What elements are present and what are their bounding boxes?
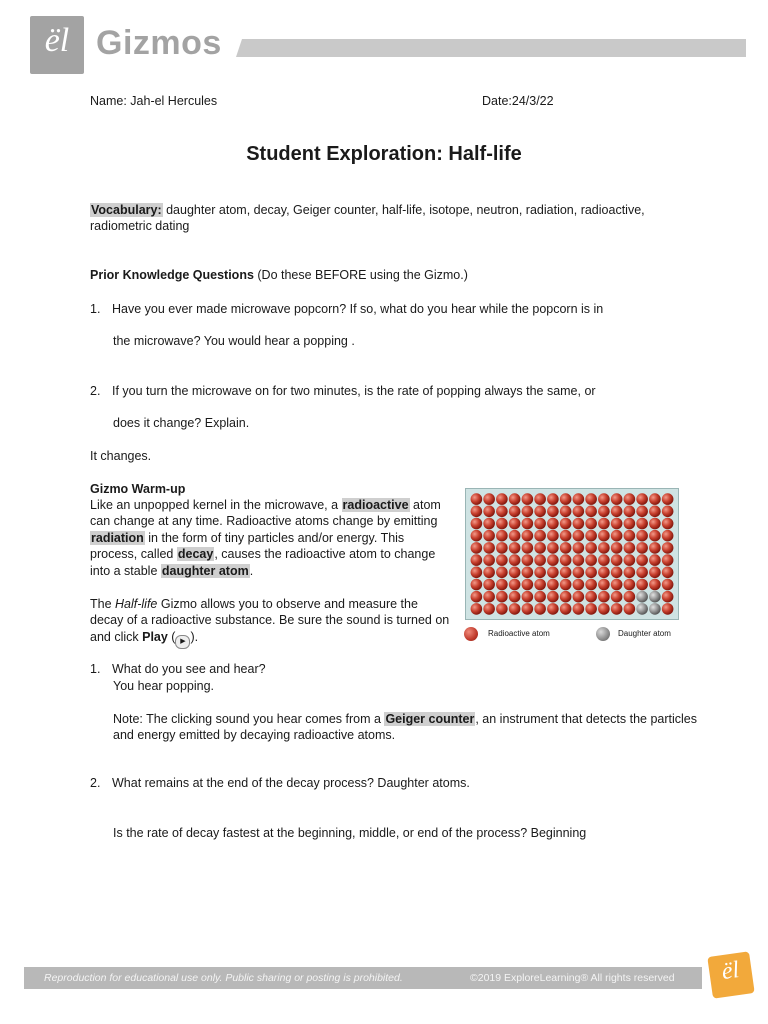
radioactive-atom <box>496 554 508 566</box>
radioactive-atom <box>471 506 483 518</box>
warmup-question-1-answer: You hear popping. <box>113 679 215 693</box>
radioactive-atom <box>471 493 483 505</box>
radioactive-atom <box>534 542 546 554</box>
radioactive-atom <box>560 530 572 542</box>
radioactive-atom <box>573 554 585 566</box>
radioactive-atom <box>573 506 585 518</box>
question-number: 2. <box>90 384 101 398</box>
radioactive-atom <box>585 542 597 554</box>
text: Note: The clicking sound you hear comes from a <box>113 712 385 726</box>
term-geiger-counter: Geiger counter <box>385 712 475 726</box>
radioactive-atom <box>624 493 636 505</box>
radioactive-atom <box>534 579 546 591</box>
radioactive-atom <box>509 518 521 530</box>
radioactive-atom <box>624 554 636 566</box>
radioactive-atom <box>662 506 674 518</box>
radioactive-atom <box>598 567 610 579</box>
radioactive-atom <box>547 493 559 505</box>
radioactive-atom <box>649 493 661 505</box>
radioactive-atom <box>483 530 495 542</box>
radioactive-atom <box>522 506 534 518</box>
radioactive-atom <box>573 591 585 603</box>
radioactive-atom <box>471 579 483 591</box>
radioactive-atom <box>471 530 483 542</box>
radioactive-atom <box>611 542 623 554</box>
radioactive-atom <box>624 518 636 530</box>
radioactive-atom <box>496 530 508 542</box>
radioactive-atom <box>522 567 534 579</box>
question-text: If you turn the microwave on for two minutes, is the rate of popping always the same, or <box>112 384 596 398</box>
radioactive-atom <box>522 518 534 530</box>
question-text: What do you see and hear? <box>112 662 266 676</box>
radioactive-atom <box>611 603 623 615</box>
radioactive-atom <box>636 579 648 591</box>
radioactive-atom <box>509 554 521 566</box>
radioactive-atom <box>662 554 674 566</box>
radioactive-atom <box>534 518 546 530</box>
vocabulary <box>90 202 650 235</box>
radioactive-atom <box>585 579 597 591</box>
radioactive-atom <box>636 530 648 542</box>
radioactive-atom <box>509 603 521 615</box>
warmup-heading: Gizmo Warm-up <box>90 482 186 496</box>
daughter-atom <box>649 603 661 615</box>
radioactive-atom <box>522 493 534 505</box>
radioactive-atom <box>611 554 623 566</box>
radioactive-atom <box>522 591 534 603</box>
radioactive-atom <box>598 603 610 615</box>
radioactive-atom <box>509 579 521 591</box>
text: ). <box>190 629 199 644</box>
radioactive-atom <box>585 493 597 505</box>
radioactive-atom <box>636 506 648 518</box>
radioactive-atom <box>534 603 546 615</box>
radioactive-atom <box>522 554 534 566</box>
radioactive-atom <box>509 591 521 603</box>
radioactive-atom <box>636 567 648 579</box>
radioactive-atom <box>624 579 636 591</box>
radioactive-atom <box>534 493 546 505</box>
term-radiation: radiation <box>91 530 144 545</box>
page-title: Student Exploration: Half-life <box>246 143 522 165</box>
radioactive-atom <box>522 530 534 542</box>
radioactive-atom <box>598 542 610 554</box>
radioactive-atom <box>509 567 521 579</box>
text: Like an unpopped kernel in the microwave, a <box>90 498 342 512</box>
radioactive-atom <box>483 567 495 579</box>
radioactive-atom <box>471 603 483 615</box>
radioactive-atom <box>624 567 636 579</box>
radioactive-atom <box>496 493 508 505</box>
radioactive-atom <box>649 554 661 566</box>
radioactive-atom <box>496 567 508 579</box>
gizmo-name: Half-life <box>115 597 158 611</box>
radioactive-atom <box>509 542 521 554</box>
radioactive-atom <box>483 579 495 591</box>
header-bar <box>236 39 746 57</box>
radioactive-atom <box>649 567 661 579</box>
prior-question-2-answer: It changes. <box>90 449 152 463</box>
radioactive-atom <box>585 530 597 542</box>
radioactive-atom <box>611 530 623 542</box>
radioactive-atom <box>611 567 623 579</box>
footer-disclaimer: Reproduction for educational use only. Public sharing or posting is prohibited. <box>44 972 403 984</box>
radioactive-atom <box>662 530 674 542</box>
play-label: Play <box>142 629 168 644</box>
radioactive-atom <box>560 591 572 603</box>
prior-question-2-continued: does it change? Explain. <box>113 416 250 430</box>
daughter-atom-legend-icon <box>596 627 610 641</box>
term-radioactive: radioactive <box>342 498 409 512</box>
radioactive-atom <box>598 591 610 603</box>
radioactive-atom <box>573 542 585 554</box>
radioactive-atom <box>522 542 534 554</box>
warmup-question-2 <box>90 776 470 790</box>
warmup-paragraph <box>90 497 450 579</box>
text: atom can change at any time. Radioactive atoms change by emitting <box>90 498 441 529</box>
question-text: Have you ever made microwave popcorn? If so, what do you hear while the popcorn is in <box>112 302 604 316</box>
radioactive-atom <box>509 493 521 505</box>
text: in the form of tiny particles and/or energy. This process, called <box>90 530 405 562</box>
vocabulary-label: Vocabulary: <box>91 203 162 217</box>
radioactive-atom <box>662 567 674 579</box>
play-icon: ▶ <box>175 635 190 649</box>
radioactive-atom <box>522 603 534 615</box>
daughter-atom <box>636 603 648 615</box>
radioactive-atom <box>598 493 610 505</box>
radioactive-atom <box>547 542 559 554</box>
radioactive-atom <box>547 506 559 518</box>
question-number: 1. <box>90 662 101 676</box>
radioactive-atom <box>611 591 623 603</box>
atom-layer <box>471 493 674 614</box>
radioactive-atom <box>598 554 610 566</box>
daughter-atom <box>649 591 661 603</box>
radioactive-atom <box>496 591 508 603</box>
radioactive-atom <box>624 530 636 542</box>
radioactive-atom <box>547 603 559 615</box>
radioactive-atom <box>496 603 508 615</box>
radioactive-atom <box>636 554 648 566</box>
question-text: What remains at the end of the decay process? Daughter atoms. <box>112 776 470 790</box>
radioactive-atom <box>662 542 674 554</box>
radioactive-atom <box>560 506 572 518</box>
radioactive-atom <box>649 530 661 542</box>
prior-note: (Do these BEFORE using the Gizmo.) <box>253 268 468 282</box>
logo-text: ël <box>44 22 70 59</box>
radioactive-atom <box>636 493 648 505</box>
radioactive-atom <box>483 554 495 566</box>
radioactive-atom <box>560 542 572 554</box>
radioactive-atom <box>496 518 508 530</box>
text: , causes the radioactive atom to change into a stable <box>90 547 436 578</box>
radioactive-atom <box>534 591 546 603</box>
radioactive-atom <box>611 518 623 530</box>
warmup-question-1 <box>90 662 266 676</box>
radioactive-atom <box>560 518 572 530</box>
text: Gizmo allows you to observe and measure the decay of a radioactive substance. Be sure the sound is turned on and click <box>90 597 450 644</box>
footer-logo-text: ël <box>720 956 741 986</box>
radioactive-atom-legend-icon <box>464 627 478 641</box>
radioactive-atom <box>573 530 585 542</box>
radioactive-atom <box>483 493 495 505</box>
radioactive-atom <box>560 603 572 615</box>
radioactive-atom <box>585 506 597 518</box>
radioactive-atom <box>662 591 674 603</box>
radioactive-atom <box>573 603 585 615</box>
radioactive-atom <box>471 567 483 579</box>
radioactive-atom <box>496 542 508 554</box>
radioactive-atom <box>471 554 483 566</box>
question-number: 2. <box>90 776 101 790</box>
radioactive-atom <box>624 506 636 518</box>
radioactive-atom <box>547 579 559 591</box>
radioactive-atom <box>624 542 636 554</box>
radioactive-atom <box>624 603 636 615</box>
radioactive-atom <box>534 554 546 566</box>
radioactive-atom <box>573 579 585 591</box>
radioactive-atom <box>547 591 559 603</box>
radioactive-atom <box>598 530 610 542</box>
radioactive-atom <box>598 518 610 530</box>
radioactive-atom <box>496 579 508 591</box>
radioactive-atom <box>522 579 534 591</box>
vocabulary-terms: daughter atom, decay, Geiger counter, half-life, isotope, neutron, radiation, radioactive, radiometric dating <box>90 203 645 234</box>
text: . <box>249 563 254 578</box>
radioactive-atom <box>547 518 559 530</box>
daughter-atom <box>636 591 648 603</box>
radioactive-atom <box>662 493 674 505</box>
radioactive-atom <box>509 530 521 542</box>
text: , an instrument that detects the particles and energy emitted by decaying radioactive atoms. <box>113 712 698 743</box>
radioactive-atom <box>573 518 585 530</box>
radioactive-atom <box>483 518 495 530</box>
radioactive-atom <box>534 506 546 518</box>
prior-question-2 <box>90 384 596 398</box>
radioactive-atom <box>560 493 572 505</box>
prior-label: Prior Knowledge Questions <box>90 268 254 282</box>
radioactive-atom <box>483 506 495 518</box>
footer-logo <box>707 951 754 998</box>
radioactive-atom <box>471 518 483 530</box>
prior-question-1-continued: the microwave? You would hear a popping . <box>113 334 355 348</box>
radioactive-atom <box>636 518 648 530</box>
radioactive-atom <box>471 542 483 554</box>
radioactive-atom <box>662 579 674 591</box>
radioactive-atom <box>598 579 610 591</box>
radioactive-atom <box>573 567 585 579</box>
text: The <box>90 597 116 611</box>
legend-radioactive-label: Radioactive atom <box>488 629 550 638</box>
radioactive-atom <box>585 591 597 603</box>
question-number: 1. <box>90 302 101 316</box>
radioactive-atom <box>471 591 483 603</box>
radioactive-atom <box>611 493 623 505</box>
radioactive-atom <box>534 530 546 542</box>
radioactive-atom <box>547 530 559 542</box>
radioactive-atom <box>649 506 661 518</box>
date: Date:24/3/22 <box>482 94 554 108</box>
text: ( <box>167 629 176 644</box>
radioactive-atom <box>611 579 623 591</box>
radioactive-atom <box>534 567 546 579</box>
radioactive-atom <box>585 518 597 530</box>
radioactive-atom <box>547 567 559 579</box>
radioactive-atom <box>560 579 572 591</box>
radioactive-atom <box>662 603 674 615</box>
halflife-paragraph <box>90 596 450 649</box>
radioactive-atom <box>573 493 585 505</box>
radioactive-atom <box>560 567 572 579</box>
footer-copyright: ©2019 ExploreLearning® All rights reserved <box>470 972 675 984</box>
geiger-note <box>113 711 703 744</box>
radioactive-atom <box>662 518 674 530</box>
radioactive-atom <box>496 506 508 518</box>
explorelearning-logo <box>30 16 84 74</box>
term-decay: decay <box>177 547 214 562</box>
radioactive-atom <box>624 591 636 603</box>
warmup-question-3: Is the rate of decay fastest at the beginning, middle, or end of the process? Beginning <box>113 826 587 840</box>
radioactive-atom <box>649 542 661 554</box>
legend-daughter-label: Daughter atom <box>618 629 671 638</box>
radioactive-atom <box>649 518 661 530</box>
radioactive-atom <box>483 603 495 615</box>
radioactive-atom <box>585 554 597 566</box>
radioactive-atom <box>560 554 572 566</box>
radioactive-atom <box>483 542 495 554</box>
brand-name: Gizmos <box>96 24 222 62</box>
student-name: Name: Jah-el Hercules <box>90 94 218 108</box>
radioactive-atom <box>483 591 495 603</box>
radioactive-atom <box>585 567 597 579</box>
radioactive-atom <box>547 554 559 566</box>
prior-question-1 <box>90 302 603 316</box>
radioactive-atom <box>611 506 623 518</box>
radioactive-atom <box>509 506 521 518</box>
radioactive-atom <box>585 603 597 615</box>
prior-knowledge-heading <box>90 268 468 282</box>
term-daughter-atom: daughter atom <box>161 563 249 578</box>
radioactive-atom <box>649 579 661 591</box>
radioactive-atom <box>636 542 648 554</box>
radioactive-atom <box>598 506 610 518</box>
atom-grid <box>470 493 674 615</box>
